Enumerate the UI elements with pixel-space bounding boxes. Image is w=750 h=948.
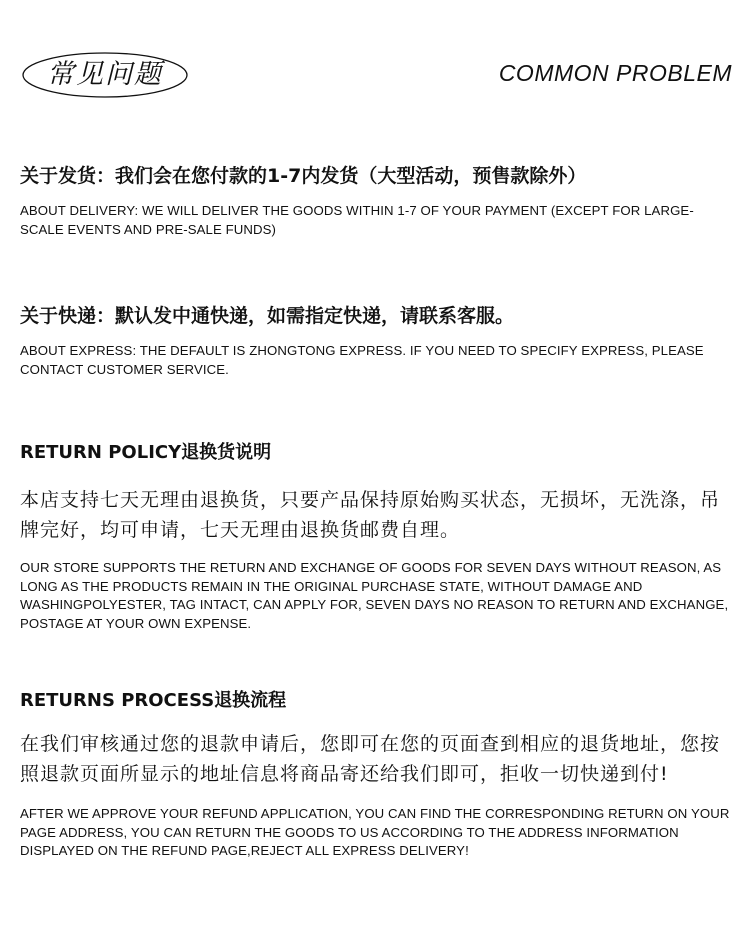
faq-badge-label: 常见问题: [47, 59, 163, 90]
return-policy-text-cn: 本店支持七天无理由退换货，只要产品保持原始购买状态，无损坏，无洗涤，吊牌完好，均可申请，七天无理由退换货邮费自理。: [20, 489, 721, 541]
returns-process-heading: RETURNS PROCESS退换流程: [20, 690, 287, 711]
express-section: [20, 304, 732, 379]
delivery-text-en: ABOUT DELIVERY: WE WILL DELIVER THE GOODS WITHIN 1-7 OF YOUR PAYMENT (EXCEPT FOR LARGE-SCALE EVENTS AND PRE-SALE FUNDS): [20, 203, 694, 237]
return-policy-heading: RETURN POLICY退换货说明: [20, 442, 272, 463]
express-text-en: ABOUT EXPRESS: THE DEFAULT IS ZHONGTONG EXPRESS. IF YOU NEED TO SPECIFY EXPRESS, PLEASE CONTACT CUSTOMER SERVICE.: [20, 343, 704, 377]
page-header: [0, 0, 750, 120]
returns-process-text-en: AFTER WE APPROVE YOUR REFUND APPLICATION, YOU CAN FIND THE CORRESPONDING RETURN ON YOUR PAGE ADDRESS, YOU CAN RETURN THE GOODS TO US ACCORDING TO THE ADDRESS INFORMATION DISPLAYED ON THE REFUND PAGE,REJECT ALL EXPRESS DELIVERY!: [20, 806, 730, 858]
returns-process-text-cn: 在我们审核通过您的退款申请后，您即可在您的页面查到相应的退货地址，您按照退款页面所显示的地址信息将商品寄还给我们即可，拒收一切快递到付!: [20, 733, 721, 785]
faq-badge: [22, 52, 188, 98]
return-policy-text-en: OUR STORE SUPPORTS THE RETURN AND EXCHANGE OF GOODS FOR SEVEN DAYS WITHOUT REASON, AS LONG AS THE PRODUCTS REMAIN IN THE ORIGINAL PURCHASE STATE, WITHOUT DAMAGE AND WASHINGPOLYESTER, TAG INTACT, CAN APPLY FOR, SEVEN DAYS NO REASON TO RETURN AND EXCHANGE, POSTAGE AT YOUR OWN EXPENSE.: [20, 560, 729, 631]
delivery-section: [20, 164, 732, 239]
return-policy-section: [20, 441, 732, 633]
returns-process-section: [20, 689, 732, 861]
express-heading: 关于快递：默认发中通快递，如需指定快递，请联系客服。: [20, 305, 515, 327]
page-title-en: COMMON PROBLEM: [498, 60, 732, 86]
delivery-heading: 关于发货：我们会在您付款的1-7内发货（大型活动，预售款除外）: [20, 165, 587, 187]
